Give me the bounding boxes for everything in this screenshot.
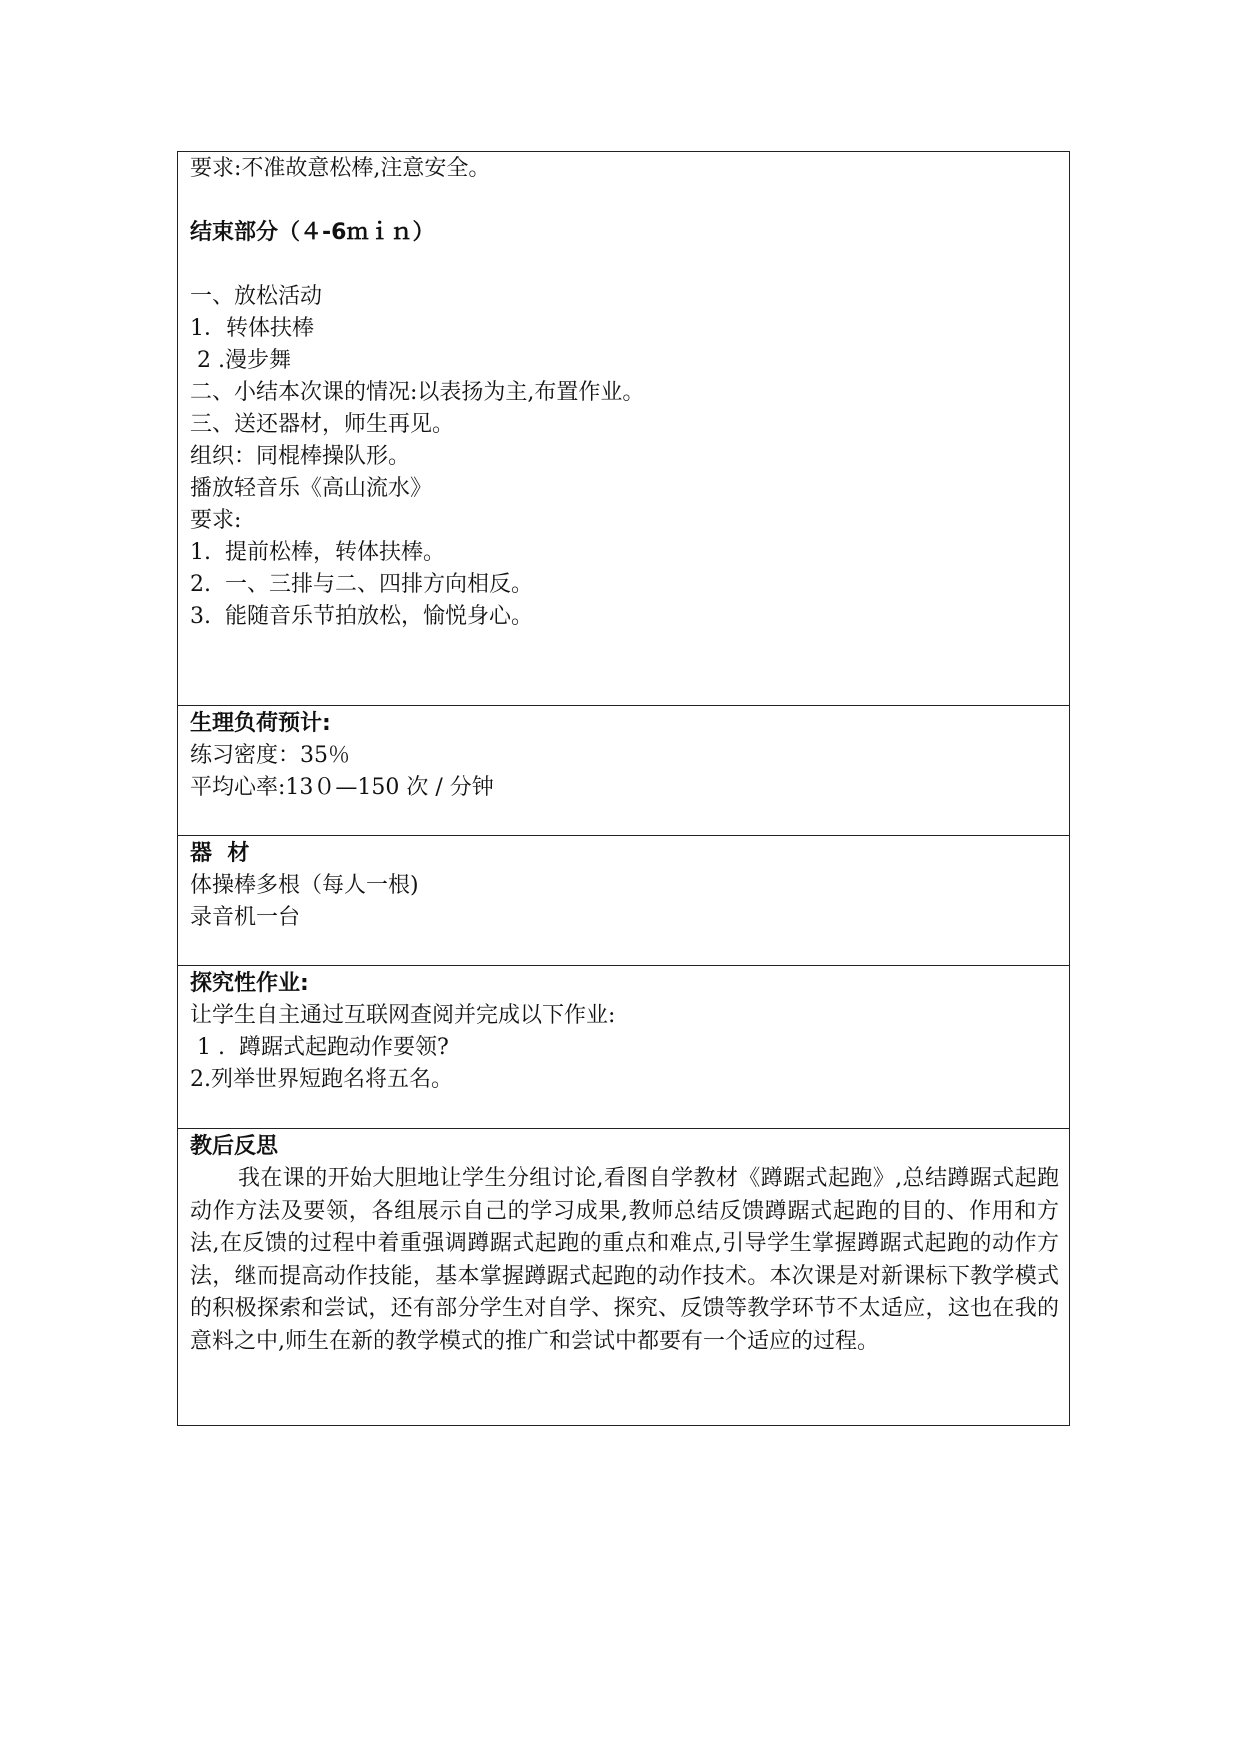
closing-line-9: 1. 提前松棒，转体扶棒。 [190, 540, 445, 565]
closing-line-10: 2. 一、三排与二、四排方向相反。 [190, 572, 533, 597]
equipment-cell [178, 836, 1069, 966]
closing-line-5: 三、送还器材，师生再见。 [190, 412, 455, 437]
homework-line-3: 2.列举世界短跑名将五名。 [190, 1067, 453, 1092]
closing-line-7: 播放轻音乐《高山流水》 [190, 476, 433, 501]
homework-line-2: 1 . 蹲踞式起跑动作要领? [190, 1035, 449, 1060]
closing-line-2: 1．转体扶棒 [190, 316, 314, 341]
equipment-item-2: 录音机一台 [190, 905, 301, 930]
practice-density: 练习密度：35％ [190, 743, 350, 768]
average-heart-rate: 平均心率:13０—150 次 / 分钟 [190, 775, 494, 800]
closing-section-heading: 结束部分（４-6ｍｉｎ） [190, 220, 435, 245]
load-estimate-heading: 生理负荷预计: [190, 711, 331, 736]
closing-section-cell [178, 152, 1069, 706]
closing-line-1: 一、放松活动 [190, 284, 323, 309]
closing-line-8: 要求: [190, 508, 242, 533]
equipment-heading: 器 材 [190, 841, 250, 866]
homework-heading: 探究性作业: [190, 971, 309, 996]
reflection-paragraph: 我在课的开始大胆地让学生分组讨论,看图自学教材《蹲踞式起跑》,总结蹲踞式起跑动作方法及要领，各组展示自己的学习成果,教师总结反馈蹲踞式起跑的目的、作用和方法,在反馈的过程中着重强调蹲踞式起跑的重点和难点,引导学生掌握蹲踞式起跑的动作方法，继而提高动作技能，基本掌握蹲踞式起跑的动作技术。本次课是对新课标下教学模式的积极探索和尝试，还有部分学生对自学、探究、反馈等教学环节不太适应，这也在我的意料之中,师生在新的教学模式的推广和尝试中都要有一个适应的过程。 [190, 1166, 1059, 1354]
closing-line-4: 二、小结本次课的情况:以表扬为主,布置作业。 [190, 380, 645, 405]
requirement-line: 要求:不准故意松棒,注意安全。 [190, 156, 491, 181]
closing-line-11: 3. 能随音乐节拍放松，愉悦身心。 [190, 604, 533, 629]
homework-line-1: 让学生自主通过互联网查阅并完成以下作业: [190, 1003, 616, 1028]
reflection-heading: 教后反思 [190, 1134, 279, 1159]
closing-line-3: 2 .漫步舞 [190, 348, 291, 373]
reflection-cell [178, 1129, 1069, 1425]
homework-cell [178, 966, 1069, 1129]
closing-line-6: 组织：同棍棒操队形。 [190, 444, 411, 469]
equipment-item-1: 体操棒多根（每人一根) [190, 873, 419, 898]
lesson-plan-table [177, 151, 1070, 1426]
load-estimate-cell [178, 706, 1069, 836]
